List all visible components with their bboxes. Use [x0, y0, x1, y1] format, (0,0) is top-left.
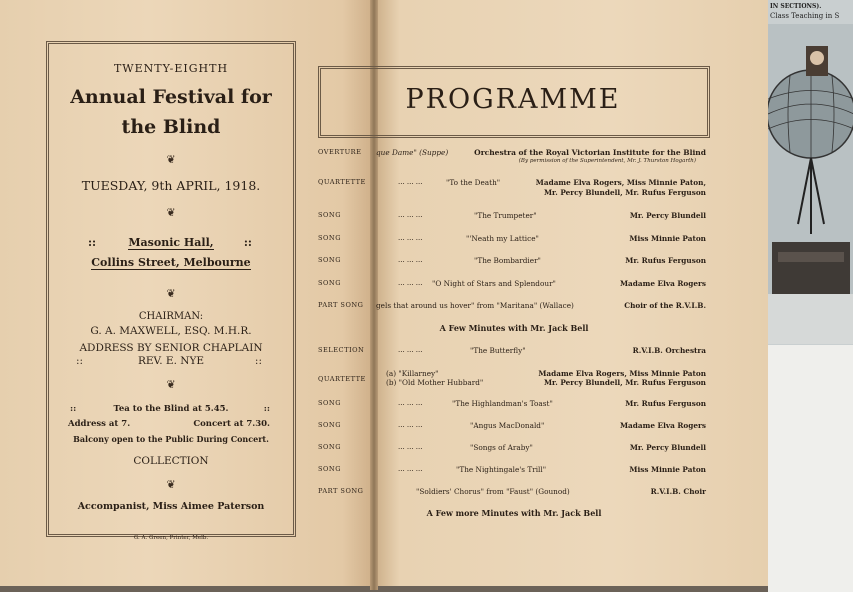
- list-item-cont: (b) "Old Mother Hubbard" Mr. Percy Blundell, Mr. Rufus Ferguson: [386, 378, 706, 387]
- title-line2: the Blind: [121, 116, 221, 138]
- list-item-note: (By permission of the Superintendent, Mr. J. Thurston Hogarth): [518, 158, 696, 164]
- address-line2: :: REV. E. NYE ::: [76, 355, 262, 367]
- event-date: TUESDAY, 9th APRIL, 1918.: [81, 178, 261, 193]
- edition: TWENTY-EIGHTH: [113, 62, 229, 75]
- tea-time: :: Tea to the Blind at 5.45. ::: [70, 404, 270, 414]
- list-item: SONG ... ... ... "'Neath my Lattice" Miss Minnie Paton: [318, 234, 706, 243]
- ornament-icon: ❦: [166, 378, 176, 391]
- list-item: SONG ... ... ... "Songs of Araby" Mr. Percy Blundell: [318, 443, 706, 452]
- list-item: (a) "Killarney" Madame Elva Rogers, Miss Minnie Paton: [386, 369, 706, 378]
- list-item-cont: Mr. Percy Blundell, Mr. Rufus Ferguson: [543, 188, 706, 197]
- printer-credit: G. A. Green, Printer, Melb.: [133, 535, 209, 541]
- interval-note: A Few Minutes with Mr. Jack Bell: [439, 323, 589, 333]
- list-item-cat: QUARTETTE: [318, 375, 366, 383]
- list-item: SELECTION ... ... ... "The Butterfly" R.V.I.B. Orchestra: [318, 346, 706, 355]
- ornament-icon: ❦: [166, 287, 176, 300]
- programme-heading: PROGRAMME: [405, 84, 621, 115]
- list-item: SONG ... ... ... "The Bombardier" Mr. Rufus Ferguson: [318, 256, 706, 265]
- adjacent-page: [768, 0, 853, 592]
- balcony-note: Balcony open to the Public During Concert.: [73, 434, 269, 444]
- list-item: SONG ... ... ... "The Nightingale's Trill" Miss Minnie Paton: [318, 465, 706, 474]
- chairman-label: CHAIRMAN:: [138, 311, 204, 322]
- list-item: PART SONG gels that around us hover" from "Maritana" (Wallace) Choir of the R.V.I.B.: [318, 301, 706, 310]
- venue-line1: :: Masonic Hall, ::: [88, 236, 252, 249]
- list-item: SONG ... ... ... "The Trumpeter" Mr. Percy Blundell: [318, 211, 706, 220]
- title-line1: Annual Festival for: [70, 86, 272, 108]
- globe-photo: [768, 24, 853, 344]
- chairman-name: G. A. MAXWELL, ESQ. M.H.R.: [90, 325, 252, 337]
- ornament-icon: ❦: [166, 478, 176, 491]
- list-item: SONG ... ... ... "O Night of Stars and Splendour" Madame Elva Rogers: [318, 279, 706, 288]
- strip-caption-1: IN SECTIONS).: [770, 3, 822, 10]
- list-item: SONG ... ... ... "Angus MacDonald" Madame Elva Rogers: [318, 421, 706, 430]
- list-item: QUARTETTE ... ... ... "To the Death" Madame Elva Rogers, Miss Minnie Paton,: [318, 178, 706, 187]
- collection: COLLECTION: [133, 455, 209, 467]
- address-line1: ADDRESS BY SENIOR CHAPLAIN: [79, 342, 263, 354]
- ornament-icon: ❦: [166, 153, 176, 166]
- strip-caption-2: Class Teaching in S: [770, 12, 840, 20]
- interval-note: A Few more Minutes with Mr. Jack Bell: [426, 508, 602, 518]
- list-item: SONG ... ... ... "The Highlandman's Toast" Mr. Rufus Ferguson: [318, 399, 706, 408]
- accompanist: Accompanist, Miss Aimee Paterson: [77, 501, 265, 512]
- ornament-icon: ❦: [166, 206, 176, 219]
- times-row: Address at 7. Concert at 7.30.: [68, 419, 270, 429]
- venue-line2: Collins Street, Melbourne: [91, 256, 251, 269]
- list-item: OVERTURE que Dame" (Suppe) Orchestra of the Royal Victorian Institute for the Blind: [318, 148, 706, 157]
- list-item: PART SONG "Soldiers' Chorus" from "Faust" (Gounod) R.V.I.B. Choir: [318, 487, 706, 496]
